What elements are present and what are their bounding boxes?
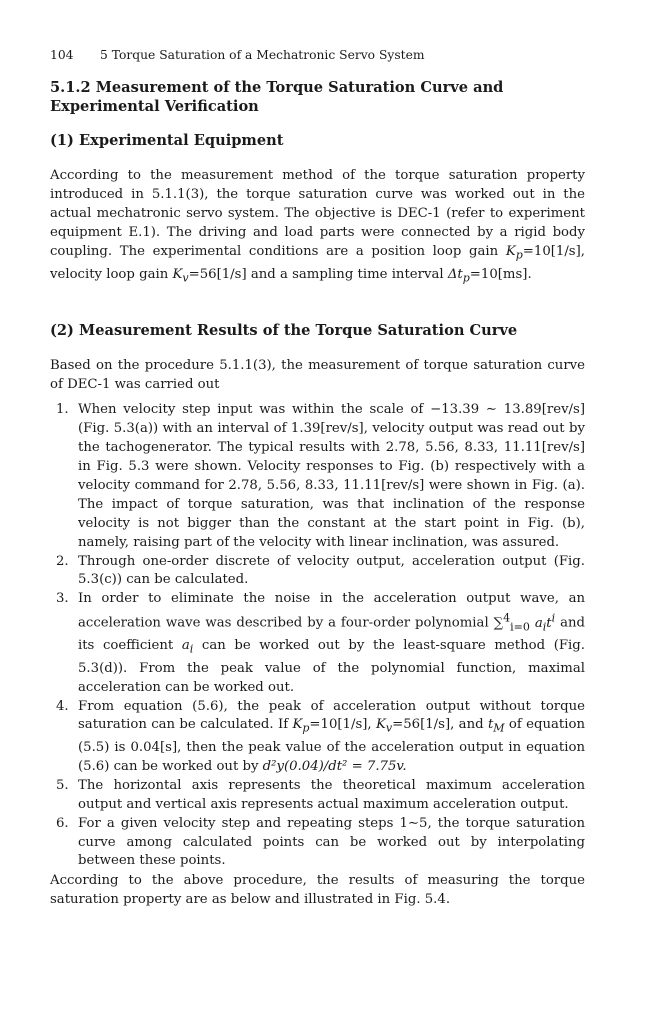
subsection-title-equipment: (1) Experimental Equipment	[50, 132, 284, 149]
procedure-list	[50, 401, 585, 871]
acceleration-formula: d²y(0.04)/dt² = 7.75v.	[262, 758, 407, 774]
list-item: 1. When velocity step input was within the scale of −13.39 ∼ 13.89[rev/s] (Fig. 5.3(a)) with an interval of 1.39[rev/s], velocity output was read out by the tachogenerator. The typical results with 2.78, 5.56, 8.33, 11.11[rev/s] in Fig. 5.3 were shown. Velocity responses to Fig. (b) respectively with a velocity command for 2.78, 5.56, 8.33, 11.11[rev/s] were shown in Fig. (a). The impact of torque saturation, was that inclination of the response velocity is not bigger than the constant at the start point in Fig. (b), namely, raising part of the velocity with linear inclination, was assured.	[56, 402, 585, 550]
results-intro: Based on the procedure 5.1.1(3), the measurement of torque saturation curve of DEC-1 was carried out	[50, 358, 585, 393]
list-item: 4. From equation (5.6), the peak of acceleration output without torque saturation can be calculated. If $K_p=10[1/s]$, $K_v=56[1/s]$, and $t_M$ of equation (5.5) is 0.04[s], then the peak value of the acceleration output in equation (5.6) can be worked out by d²y(0.04)/dt² = 7.75v.	[56, 698, 585, 774]
list-item: 2. Through one-order discrete of velocity output, acceleration output (Fig. 5.3(c)) can be calculated.	[56, 553, 585, 588]
list-item: 3. In order to eliminate the noise in the acceleration output wave, an acceleration wave was described by a four-order polynomial ∑$^4_{i=0}$ $a_it^i$ and its coefficient $a_i$ can be worked out by the least-square method (Fig. 5.3(d)). From the peak value of the polynomial function, maximal acceleration can be worked out.	[56, 591, 585, 695]
list-item: 6. For a given velocity step and repeating steps 1∼5, the torque saturation curve among calculated points can be worked out by interpolating between these points.	[56, 815, 585, 869]
polynomial-formula: ∑$^4_{i=0}$ $a_it^i$	[493, 611, 556, 634]
chapter-title: 5 Torque Saturation of a Mechatronic Servo System	[100, 48, 425, 62]
equipment-paragraph: According to the measurement method of the torque saturation property introduced in 5.1.1(3), the torque saturation curve was worked out in the actual mechatronic servo system. The objective is DEC-1 (refer to experiment equipment E.1). The driving and load parts were connected by a rigid body coupling. The experimental conditions are a position loop gain $K_p=10[1/s]$, velocity loop gain $K_v=56[1/s]$ and a sampling time interval $\Delta t_p=10[ms]$.	[50, 168, 585, 285]
running-head	[50, 46, 585, 64]
closing-paragraph: According to the above procedure, the results of measuring the torque saturation property are as below and illustrated in Fig. 5.4.	[50, 873, 585, 908]
section-title: 5.1.2 Measurement of the Torque Saturation Curve and Experimental Verification	[50, 79, 504, 115]
page	[50, 46, 585, 909]
subsection-title-results: (2) Measurement Results of the Torque Saturation Curve	[50, 322, 518, 340]
page-number: 104	[50, 48, 74, 62]
list-item: 5. The horizontal axis represents the theoretical maximum acceleration output and vertical axis represents actual maximum acceleration output.	[56, 777, 585, 812]
